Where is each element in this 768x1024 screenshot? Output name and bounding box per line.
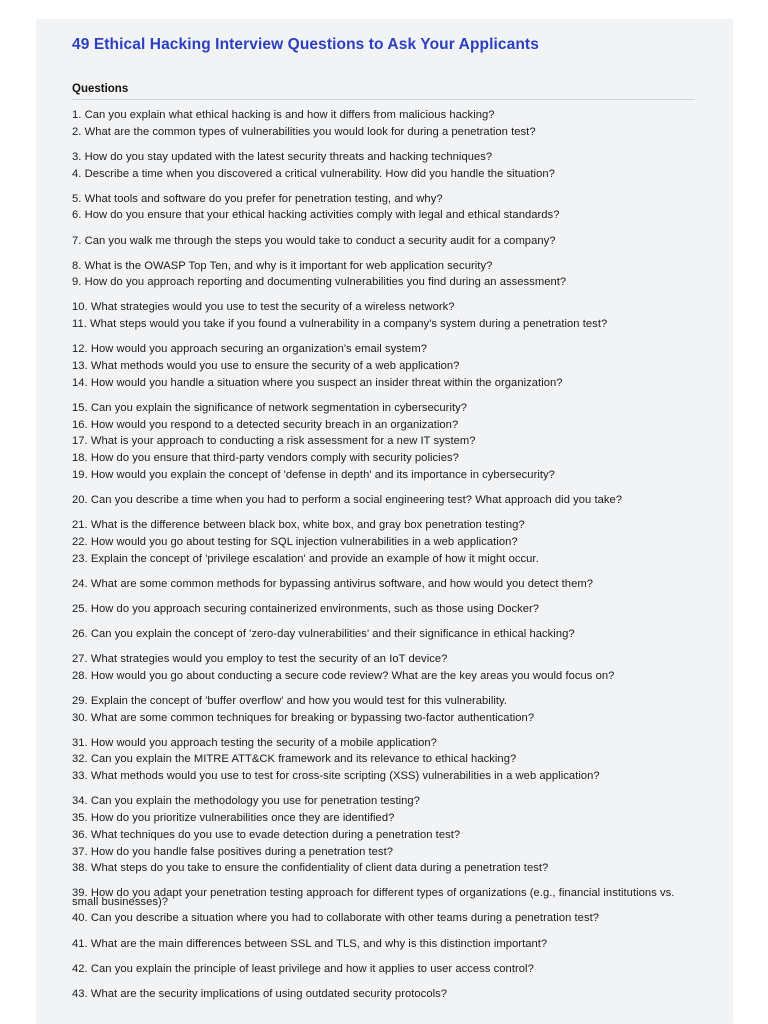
question-item: 40. Can you describe a situation where you had to collaborate with other teams during a penetration test? [72,912,600,925]
question-item: 4. Describe a time when you discovered a critical vulnerability. How did you handle the situation? [72,167,555,180]
question-item: 17. What is your approach to conducting a risk assessment for a new IT system? [72,435,476,448]
question-item: 19. How would you explain the concept of 'defense in depth' and its importance in cybersecurity? [72,468,555,481]
question-item: 18. How do you ensure that third-party vendors comply with security policies? [72,452,459,465]
question-item: 31. How would you approach testing the security of a mobile application? [72,736,437,749]
question-item: 10. What strategies would you use to test the security of a wireless network? [72,301,455,314]
question-item: 30. What are some common techniques for breaking or bypassing two-factor authentication? [72,711,535,724]
question-item: 16. How would you respond to a detected security breach in an organization? [72,418,459,431]
question-item: 7. Can you walk me through the steps you would take to conduct a security audit for a company? [72,234,556,247]
question-item: 29. Explain the concept of 'buffer overflow' and how you would test for this vulnerability. [72,694,508,707]
question-item: 35. How do you prioritize vulnerabilities once they are identified? [72,812,395,824]
question-item: 24. What are some common methods for bypassing antivirus software, and how would you detect them? [72,577,593,590]
question-item: 27. What strategies would you employ to test the security of an IoT device? [72,652,448,665]
question-item: 13. What methods would you use to ensure the security of a web application? [72,360,460,373]
question-item: 15. Can you explain the significance of network segmentation in cybersecurity? [72,401,468,414]
question-item: 26. Can you explain the concept of 'zero-day vulnerabilities' and their significance in ethical hacking? [72,627,575,640]
question-item: 8. What is the OWASP Top Ten, and why is it important for web application security? [72,259,493,272]
section-divider [72,99,695,100]
question-item: 43. What are the security implications of using outdated security protocols? [72,987,448,1000]
page-title: 49 Ethical Hacking Interview Questions to Ask Your Applicants [72,36,539,53]
question-item: 25. How do you approach securing containerized environments, such as those using Docker? [72,602,540,615]
question-item: 3. How do you stay updated with the latest security threats and hacking techniques? [72,150,493,163]
question-item: 12. How would you approach securing an organization's email system? [72,343,427,356]
section-heading: Questions [72,83,129,95]
question-item: 1. Can you explain what ethical hacking is and how it differs from malicious hacking? [72,109,495,121]
question-item: 33. What methods would you use to test for cross-site scripting (XSS) vulnerabilities in a web application? [72,770,600,783]
question-item: 37. How do you handle false positives during a penetration test? [72,845,394,858]
question-item: 5. What tools and software do you prefer for penetration testing, and why? [72,192,443,205]
question-item: 38. What steps do you take to ensure the confidentiality of client data during a penetration test? [72,862,549,875]
document-card [36,19,733,1024]
question-item: 2. What are the common types of vulnerabilities you would look for during a penetration test? [72,125,536,138]
question-item: 11. What steps would you take if you found a vulnerability in a company's system during a penetration test? [72,318,608,331]
question-item: 39. How do you adapt your penetration testing approach for different types of organizations (e.g., financial institutions vs. small businesses)? [72,887,675,908]
question-list [72,111,696,1006]
question-item: 14. How would you handle a situation where you suspect an insider threat within the organization? [72,376,563,389]
question-item: 42. Can you explain the principle of least privilege and how it applies to user access control? [72,962,534,975]
question-item: 22. How would you go about testing for SQL injection vulnerabilities in a web application? [72,535,518,548]
question-item: 32. Can you explain the MITRE ATT&CK framework and its relevance to ethical hacking? [72,753,517,766]
question-item: 34. Can you explain the methodology you use for penetration testing? [72,795,420,808]
question-item: 20. Can you describe a time when you had to perform a social engineering test? What approach did you take? [72,494,623,506]
question-item: 6. How do you ensure that your ethical hacking activities comply with legal and ethical standards? [72,209,560,222]
question-item: 9. How do you approach reporting and documenting vulnerabilities you find during an assessment? [72,276,567,289]
question-item: 41. What are the main differences between SSL and TLS, and why is this distinction important? [72,937,548,950]
question-item: 36. What techniques do you use to evade detection during a penetration test? [72,828,461,841]
question-item: 28. How would you go about conducting a secure code review? What are the key areas you would focus on? [72,669,615,682]
question-item: 23. Explain the concept of 'privilege escalation' and provide an example of how it might occur. [72,552,539,565]
question-item: 21. What is the difference between black box, white box, and gray box penetration testing? [72,519,525,532]
